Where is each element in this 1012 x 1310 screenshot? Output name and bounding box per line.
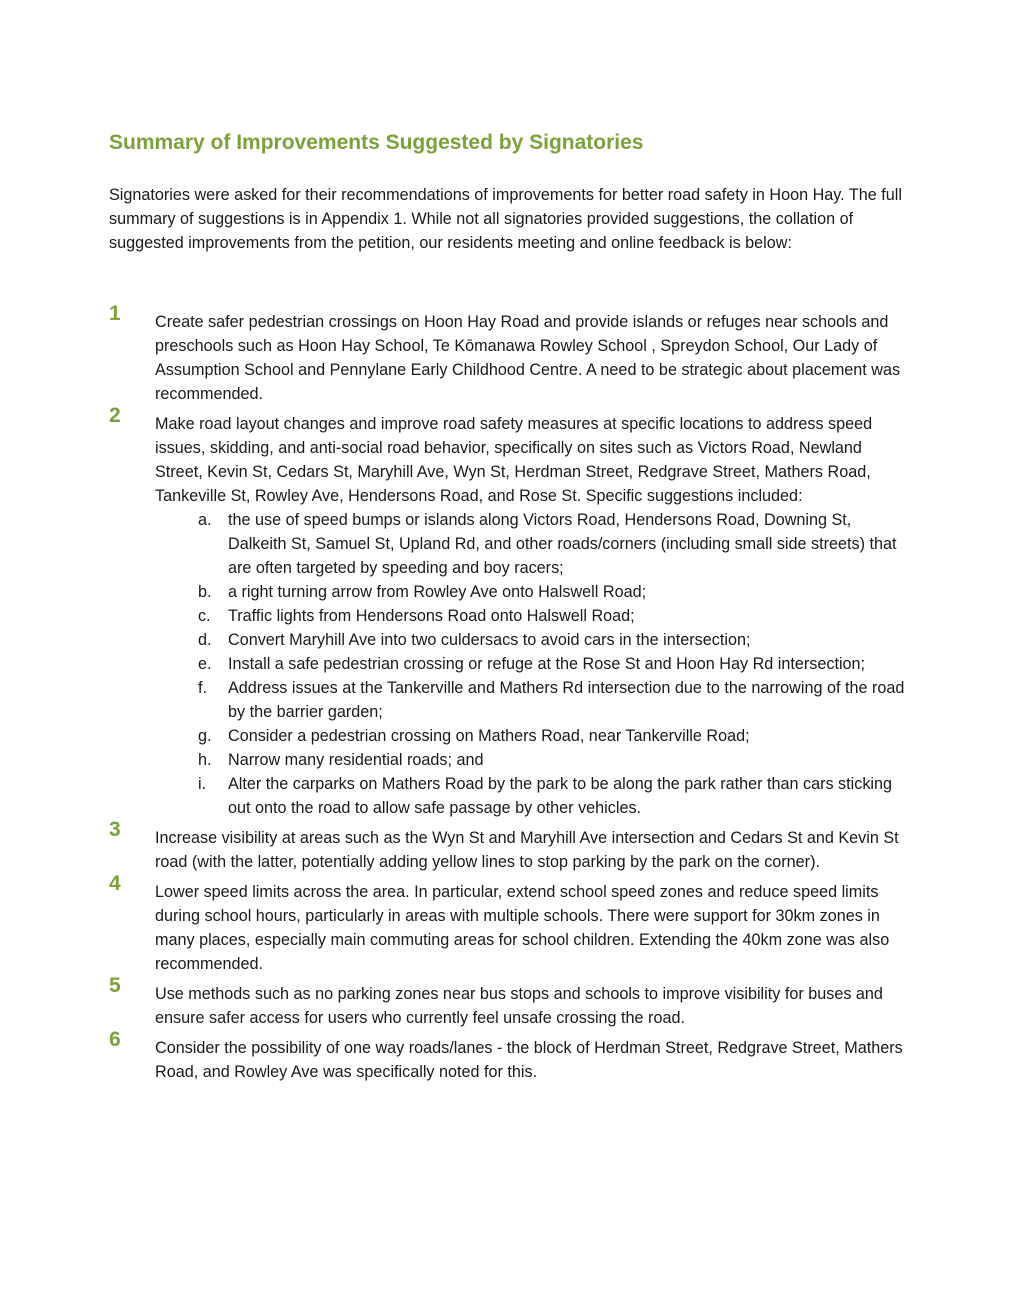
item-number: 5 [109,974,121,997]
sub-list-item [155,628,909,652]
sub-list-item [155,772,909,820]
item-text: Create safer pedestrian crossings on Hoon Hay Road and provide islands or refuges near schools and preschools such as Hoon Hay School, Te Kōmanawa Rowley School , Spreydon School, Our Lady of Assumption School and Pennylane Early Childhood Centre. A need to be strategic about placement was recommended. [155,313,901,403]
sub-list-item [155,676,909,724]
item-number: 1 [109,302,121,325]
sub-item-text: Traffic lights from Hendersons Road onto Halswell Road; [228,607,635,625]
list-item [109,1028,909,1084]
item-number: 2 [109,404,121,427]
sub-item-text: a right turning arrow from Rowley Ave onto Halswell Road; [228,583,647,601]
sub-suggestion-list [155,508,909,820]
item-text: Lower speed limits across the area. In particular, extend school speed zones and reduce speed limits during school hours, particularly in areas with multiple schools. There were support for 30km zones in many places, especially main commuting areas for school children. Extending the 40km zone was also recommended. [155,883,890,973]
list-item [109,404,909,820]
sub-list-item [155,652,909,676]
sub-item-text: Alter the carparks on Mathers Road by the park to be along the park rather than cars sticking out onto the road to allow safe passage by other vehicles. [228,775,893,817]
item-number: 6 [109,1028,121,1051]
sub-item-letter: h. [198,751,212,769]
page-title: Summary of Improvements Suggested by Signatories [109,131,644,154]
item-text: Consider the possibility of one way roads/lanes - the block of Herdman Street, Redgrave Street, Mathers Road, and Rowley Ave was specifically noted for this. [155,1039,903,1081]
list-item [109,818,909,874]
intro-paragraph: Signatories were asked for their recommendations of improvements for better road safety in Hoon Hay. The full summary of suggestions is in Appendix 1. While not all signatories provided suggestions, the collation of suggested improvements from the petition, our residents meeting and online feedback is below: [109,186,902,252]
sub-list-item [155,604,909,628]
sub-item-text: Convert Maryhill Ave into two culdersacs to avoid cars in the intersection; [228,631,751,649]
sub-item-letter: f. [198,679,207,697]
sub-item-letter: a. [198,511,212,529]
sub-item-letter: d. [198,631,212,649]
sub-item-letter: c. [198,607,211,625]
sub-item-text: Consider a pedestrian crossing on Mathers Road, near Tankerville Road; [228,727,750,745]
item-number: 4 [109,872,121,895]
item-text: Use methods such as no parking zones near bus stops and schools to improve visibility for buses and ensure safer access for users who currently feel unsafe crossing the road. [155,985,883,1027]
sub-item-letter: e. [198,655,212,673]
sub-list-item [155,724,909,748]
list-item [109,974,909,1030]
list-item [109,302,909,406]
sub-item-text: Narrow many residential roads; and [228,751,484,769]
list-item [109,872,909,976]
sub-item-text: the use of speed bumps or islands along Victors Road, Hendersons Road, Downing St, Dalkeith St, Samuel St, Upland Rd, and other roads/corners (including small side streets) that are often targeted by speeding and boy racers; [228,511,897,577]
sub-item-text: Install a safe pedestrian crossing or refuge at the Rose St and Hoon Hay Rd intersection; [228,655,866,673]
sub-list-item [155,580,909,604]
sub-item-letter: b. [198,583,212,601]
item-text: Make road layout changes and improve road safety measures at specific locations to address speed issues, skidding, and anti-social road behavior, specifically on sites such as Victors Road, Newland Street, Kevin St, Cedars St, Maryhill Ave, Wyn St, Herdman Street, Redgrave Street, Mathers Road, Tankeville St, Rowley Ave, Hendersons Road, and Rose St. Specific suggestions included: [155,415,873,505]
sub-item-letter: i. [198,775,207,793]
sub-list-item [155,748,909,772]
sub-item-text: Address issues at the Tankerville and Mathers Rd intersection due to the narrowing of the road by the barrier garden; [228,679,905,721]
suggestion-list [109,302,909,1090]
sub-item-letter: g. [198,727,212,745]
sub-list-item [155,508,909,580]
item-text: Increase visibility at areas such as the Wyn St and Maryhill Ave intersection and Cedars St and Kevin St road (with the latter, potentially adding yellow lines to stop parking by the park on the corner). [155,829,899,871]
item-number: 3 [109,818,121,841]
